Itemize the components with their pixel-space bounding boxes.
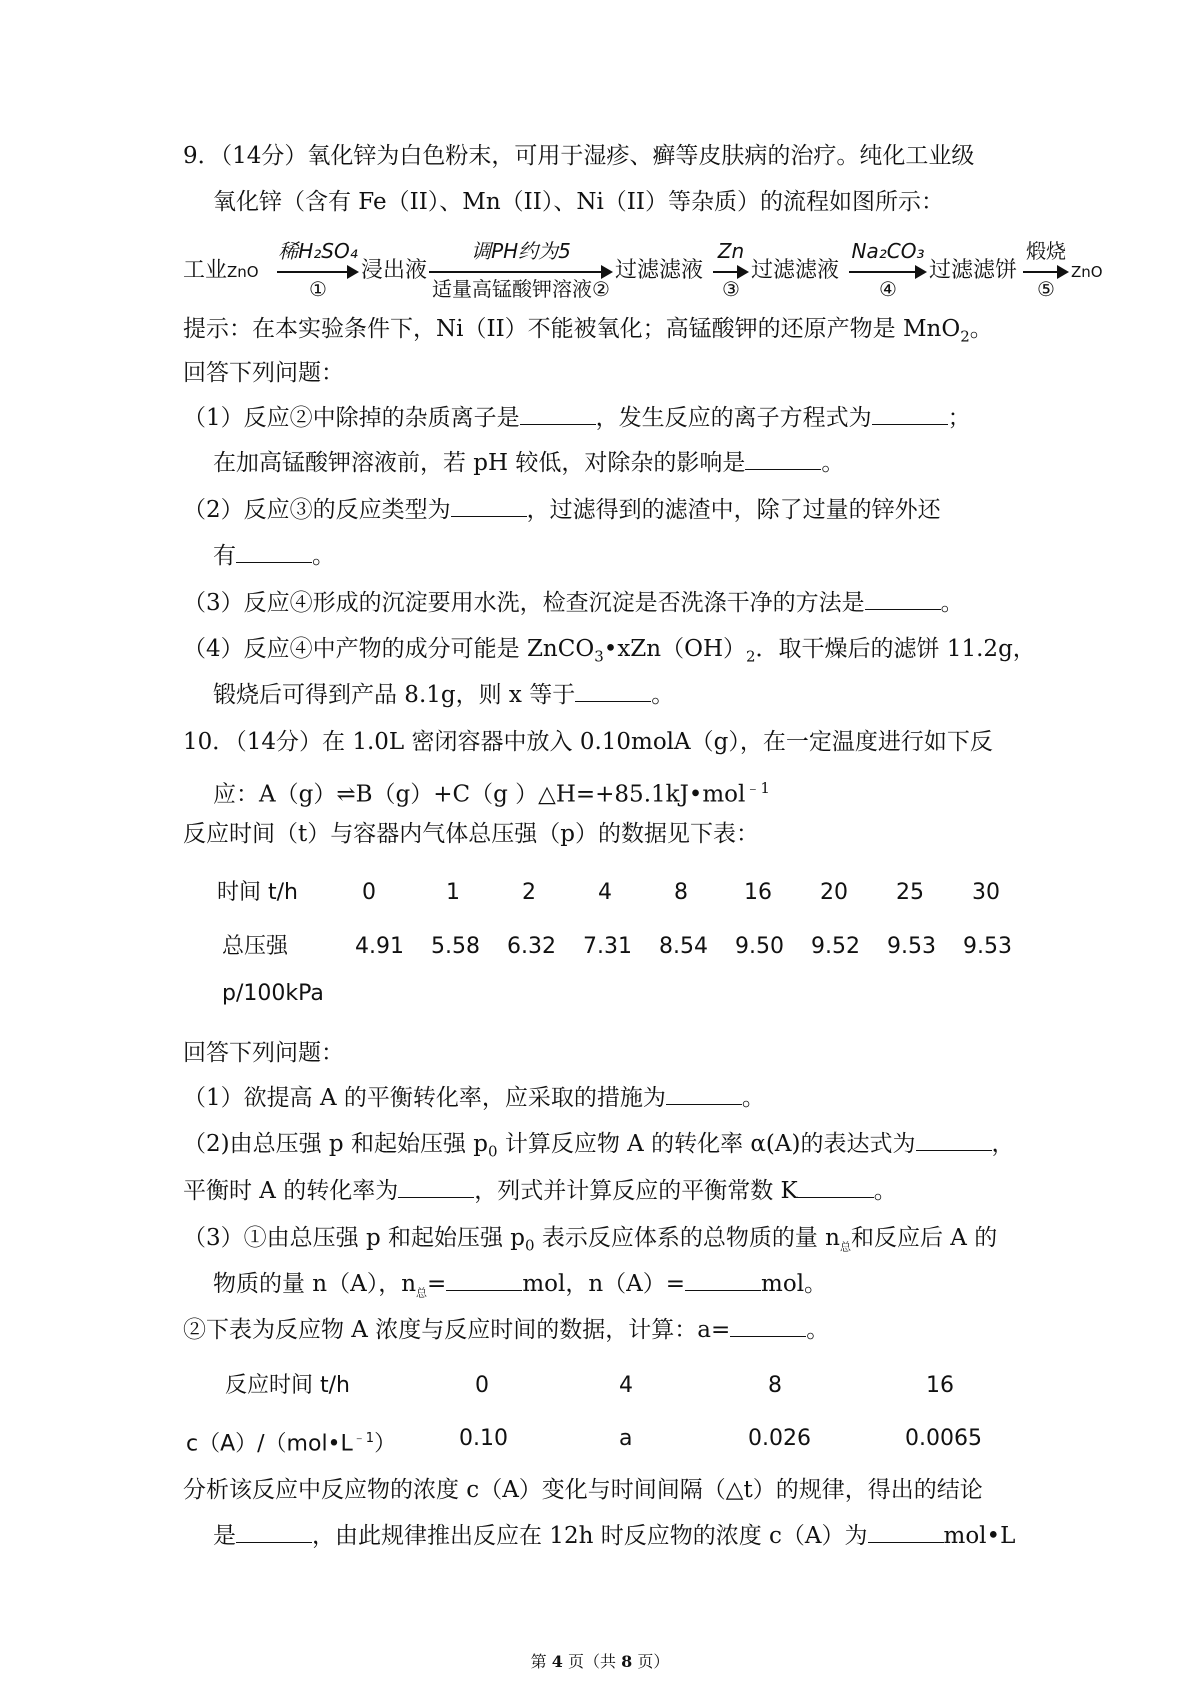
q10-part-3-sub2: ②下表为反应物 A 浓度与反应时间的数据，计算：a= 。 (183, 1314, 829, 1346)
q10-part-2-cont: 平衡时 A 的转化率为 ，列式并计算反应的平衡常数 K 。 (183, 1175, 897, 1207)
answer-blank[interactable] (916, 1128, 992, 1151)
flow-node-filter-3: 过滤滤饼 (929, 258, 1018, 283)
table-cell: 9.52 (811, 934, 860, 959)
answer-blank[interactable] (398, 1175, 474, 1198)
answer-blank[interactable] (666, 1082, 742, 1105)
flow-end: ZnO (1071, 263, 1103, 281)
answer-blank[interactable] (236, 1520, 312, 1543)
table-cell: 4.91 (355, 934, 404, 959)
q10-part-4-cont: 是 ，由此规律推出反应在 12h 时反应物的浓度 c（A）为 mol•L (213, 1520, 1015, 1552)
flow-arrow-4: Na₂CO₃ ④ (849, 238, 927, 308)
answer-blank[interactable] (446, 1268, 522, 1291)
flow-start: 工业ZnO (183, 258, 259, 283)
table-cell: 16 (926, 1373, 954, 1398)
table-cell: a (619, 1426, 633, 1451)
answer-blank[interactable] (685, 1268, 761, 1291)
table-cell: 6.32 (507, 934, 556, 959)
table-header-concentration: $c(A)/(mol•L^{﹣1})$ (186, 1431, 397, 1457)
q10-intro: 回答下列问题： (183, 1040, 344, 1066)
answer-blank[interactable] (798, 1175, 874, 1198)
answer-blank[interactable] (236, 540, 312, 563)
q9-intro: 回答下列问题： (183, 360, 344, 386)
q9-part-2-cont: 有 。 (213, 540, 335, 572)
table-header-pressure: 总压强 (222, 934, 289, 959)
flow-node-leachate: 浸出液 (361, 258, 428, 283)
table-cell: 30 (972, 880, 1000, 905)
flow-diagram (183, 238, 1103, 308)
table-header-pressure-unit: p/100kPa (222, 981, 324, 1006)
q9-part-1-cont: 在加高锰酸钾溶液前，若 pH 较低，对除杂的影响是 。 (213, 447, 844, 479)
flow-arrow-5: 煅烧 ⑤ (1023, 238, 1069, 308)
q10-part-2: （2)由总压强 p 和起始压强 $p_0$ 计算反应物 A 的转化率 α(A)的表达式为 ， (183, 1128, 1015, 1168)
table-cell: 0 (362, 880, 376, 905)
q9-part-4-cont: 锻烧后可得到产品 8.1g，则 x 等于 。 (213, 679, 674, 711)
flow-arrow-1: 稀H₂SO₄ ① (278, 239, 358, 301)
q9-part-3: （3）反应④形成的沉淀要用水洗，检查沉淀是否洗涤干净的方法是 。 (183, 587, 964, 619)
table-cell: 0 (475, 1373, 489, 1398)
table-cell: 5.58 (431, 934, 480, 959)
q9-part-4: （4）反应④中产物的成分可能是 $ZnCO_3•xZn(OH)_2$．取干燥后的滤饼 11.2g， (183, 636, 1036, 666)
table-cell: 25 (896, 880, 924, 905)
answer-blank[interactable] (868, 1520, 944, 1543)
table-cell: 1 (446, 880, 460, 905)
q10-line-1: 10．（14分）在 1.0L 密闭容器中放入 0.10molA（g），在一定温度进行如下反 (183, 729, 993, 755)
answer-blank[interactable] (451, 494, 527, 517)
table-cell: 8.54 (659, 934, 708, 959)
q9-part-2: （2）反应③的反应类型为 ，过滤得到的滤渣中，除了过量的锌外还 (183, 494, 941, 526)
table-cell: 4 (598, 880, 612, 905)
flow-node-filter-1: 过滤滤液 (615, 258, 704, 283)
q9-part-1: （1）反应②中除掉的杂质离子是 ，发生反应的离子方程式为 ； (183, 402, 971, 434)
answer-blank[interactable] (745, 447, 821, 470)
answer-blank[interactable] (872, 402, 948, 425)
answer-blank[interactable] (520, 402, 596, 425)
q10-part-3-cont: 物质的量 n（A），$n_总=$ mol，n（A）= mol。 (213, 1268, 827, 1310)
flow-node-filter-2: 过滤滤液 (751, 258, 840, 283)
page-footer: 第 4 页（共 8 页） (530, 1652, 670, 1671)
table-cell: 8 (768, 1373, 782, 1398)
table-cell: 20 (820, 880, 848, 905)
table-cell: 8 (674, 880, 688, 905)
flow-arrow-3: Zn ③ (713, 238, 749, 308)
table-cell: 9.53 (887, 934, 936, 959)
table-header-time: 反应时间 t/h (225, 1373, 350, 1398)
q10-part-3: （3）①由总压强 p 和起始压强 $p_0$ 表示反应体系的总物质的量 $n_总$和反应后 A 的 (183, 1225, 998, 1255)
table-cell: 0.10 (459, 1426, 508, 1451)
answer-blank[interactable] (865, 587, 941, 610)
q10-line-2: 应：A（g）⇌B（g）+C（g ）△H=+85.1kJ•mol$^{﹣1}$ (213, 779, 770, 808)
page-total: 8 (621, 1652, 633, 1671)
table-cell: 16 (744, 880, 772, 905)
q10-part-4: 分析该反应中反应物的浓度 c（A）变化与时间间隔（△t）的规律，得出的结论 (183, 1477, 983, 1503)
table-header-time: 时间 t/h (217, 880, 298, 905)
table-cell: 2 (522, 880, 536, 905)
answer-blank[interactable] (730, 1314, 806, 1337)
table-cell: 9.50 (735, 934, 784, 959)
q9-hint: 提示：在本实验条件下，Ni（II）不能被氧化；高锰酸钾的还原产物是 MnO$_2$。 (183, 316, 993, 346)
q10-line-3: 反应时间（t）与容器内气体总压强（p）的数据见下表： (183, 821, 759, 847)
table-cell: 0.026 (748, 1426, 811, 1451)
page-number: 4 (551, 1652, 563, 1671)
table-cell: 4 (619, 1373, 633, 1398)
table-cell: 0.0065 (905, 1426, 982, 1451)
answer-blank[interactable] (575, 679, 651, 702)
flow-arrow-2: 调PH约为5 适量高锰酸钾溶液② (429, 238, 613, 308)
table-cell: 7.31 (583, 934, 632, 959)
q10-part-1: （1）欲提高 A 的平衡转化率，应采取的措施为 。 (183, 1082, 765, 1114)
q9-line-2: 氧化锌（含有 Fe（II）、Mn（II）、Ni（II）等杂质）的流程如图所示： (213, 189, 944, 215)
table-cell: 9.53 (963, 934, 1012, 959)
q9-line-1: 9．（14分）氧化锌为白色粉末，可用于湿疹、癣等皮肤病的治疗。纯化工业级 (183, 143, 975, 169)
